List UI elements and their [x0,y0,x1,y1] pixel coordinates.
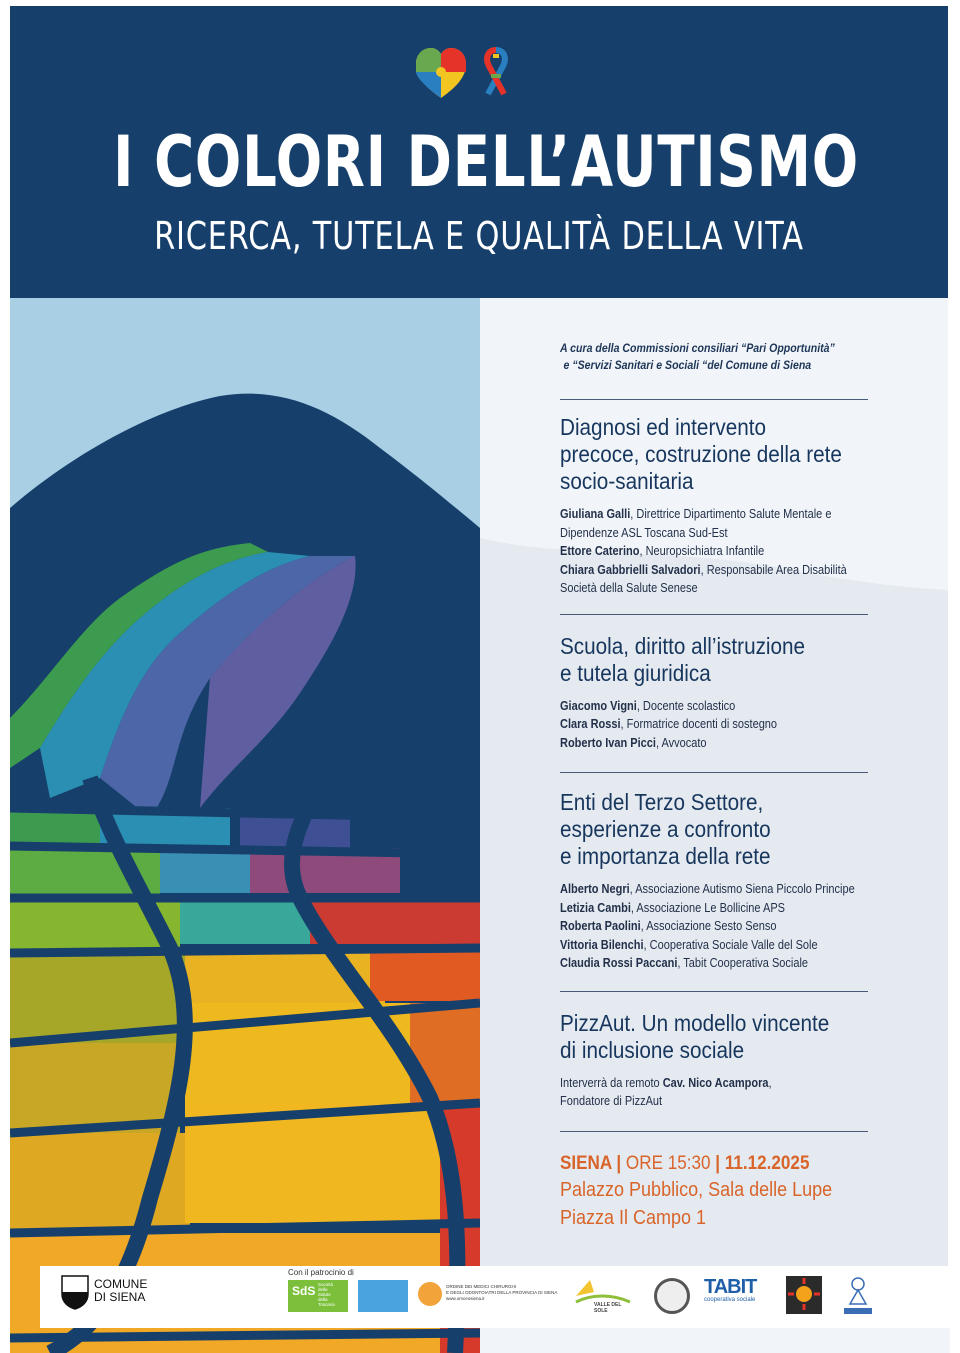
section-title-line: e tutela giuridica [560,659,711,686]
speaker-item: Ettore Caterino, Neuropsichiatra Infantile [560,544,765,558]
speaker-item: Giuliana Galli, Direttrice Dipartimento Salute Mentale e [560,507,832,521]
section-title-line: precoce, costruzione della rete [560,441,842,467]
comune-city: DI SIENA [94,1290,146,1304]
section-title-line: esperienze a confronto [560,816,771,842]
little-prince-icon [840,1274,876,1318]
event-time: ORE 15:30 [625,1152,711,1174]
comune-name: COMUNE [94,1277,148,1291]
organizers-line-1: A cura della Commissioni consiliari “Pari Opportunità” [560,341,835,355]
section-divider [560,772,868,773]
section-title-line: Enti del Terzo Settore, [560,789,764,815]
speaker-item: Claudia Rossi Paccani, Tabit Cooperativa Sociale [560,956,809,970]
asl-toscana-logo [358,1280,408,1312]
section-title-diagnosi [560,414,875,495]
sds-logo: SdS Società della Salute della Toscana [288,1280,348,1312]
sponsor-footer [40,1266,948,1328]
speaker-item: Giacomo Vigni, Docente scolastico [560,698,736,713]
speaker-item: Alberto Negri, Associazione Autismo Siena Piccolo Principe [560,882,855,896]
header-banner [10,6,948,298]
puzzle-heart-icon [416,48,466,98]
header-logos [10,46,948,102]
event-address: Piazza Il Campo 1 [560,1206,707,1229]
speaker-item: Fondatore di PizzAut [560,1094,663,1108]
speaker-item: Roberto Ivan Picci, Avvocato [560,735,707,750]
speaker-item: Letizia Cambi, Associazione Le Bollicine APS [560,900,786,915]
section-title-line: PizzAut. Un modello vincente [560,1009,830,1036]
section-divider [560,614,868,615]
section-title-line: Scuola, diritto all’istruzione [560,632,806,659]
section-title-pizzaut [560,1010,875,1064]
valle-del-sole-logo: VALLE DEL SOLE [572,1276,634,1312]
speaker-item: Clara Rossi, Formatrice docenti di sostegno [560,717,778,731]
speaker-item: Roberta Paolini, Associazione Sesto Senso [560,919,777,933]
poster-subtitle: RICERCA, TUTELA E QUALITÀ DELLA VITA [154,214,804,258]
sun-icon [786,1276,822,1314]
section-title-line: di inclusione sociale [560,1036,745,1063]
speaker-list [560,505,877,598]
section-title-line: socio-sanitaria [560,468,694,494]
rainbow-road-illustration [10,298,480,1353]
section-title-terzo-settore [560,789,875,870]
bottom-strip [480,1328,950,1353]
speaker-item: Società della Salute Senese [560,581,698,595]
speaker-list [560,697,877,753]
speaker-item: Dipendenze ASL Toscana Sud-Est [560,525,728,540]
event-date: 11.12.2025 [724,1152,810,1174]
organizers-line-2: e “Servizi Sanitari e Sociali “del Comune di Siena [563,358,812,372]
speaker-list [560,1074,877,1111]
speaker-item: Vittoria Bilenchi, Cooperativa Sociale Valle del Sole [560,937,818,952]
sesto-senso-logo [786,1276,822,1314]
event-city: SIENA [560,1152,612,1174]
poster-title: I COLORI DELL’AUTISMO [113,121,859,203]
speaker-list [560,880,877,973]
section-divider [560,399,868,400]
piccolo-principe-logo [840,1274,876,1318]
event-venue: Palazzo Pubblico, Sala delle Lupe [560,1178,833,1201]
comune-di-siena-logo [60,1274,170,1314]
association-seal-icon [654,1278,690,1314]
patronage-label: Con il patrocinio di [288,1268,354,1277]
section-title-scuola [560,633,875,687]
program-column [560,340,880,1232]
section-title-line: e importanza della rete [560,843,771,869]
awareness-ribbon-icon [487,50,505,94]
section-divider [560,991,868,992]
event-datetime: SIENA | ORE 15:30 | 11.12.2025 [560,1152,810,1174]
speaker-item: Chiara Gabbrielli Salvadori, Responsabile Area Disabilità [560,562,847,577]
siena-shield-icon [60,1274,90,1310]
ordine-medici-logo: ORDINE DEI MEDICI CHIRURGHI E DEGLI ODONTOIATRI DELLA PROVINCIA DI SIENA www.omceosiena.it [446,1284,558,1301]
section-divider [560,1131,868,1132]
tabit-logo: TABIT cooperativa sociale [704,1276,757,1303]
speaker-item: Interverrà da remoto Cav. Nico Acampora, [560,1075,772,1090]
ordine-medici-emblem-icon [418,1282,442,1306]
section-title-line: Diagnosi ed intervento [560,414,766,440]
organizers-note [560,340,868,374]
